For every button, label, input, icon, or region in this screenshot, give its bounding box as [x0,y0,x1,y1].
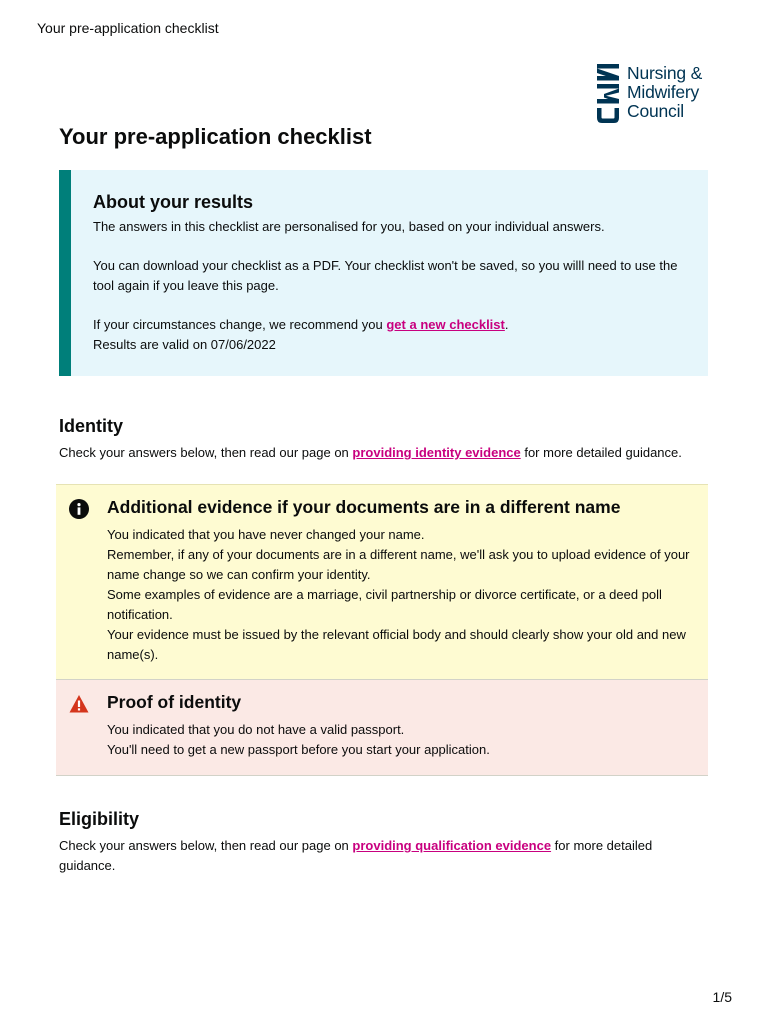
about-results-text-3-before: If your circumstances change, we recommend you [93,317,387,332]
about-results-text-3-after: . [504,317,509,332]
about-results-text-2: You can download your checklist as a PDF. Your checklist won't be saved, so you willl need to use the tool again if you leave this page. [93,258,678,293]
get-new-checklist-link[interactable]: get a new checklist [386,317,505,332]
qualification-evidence-link[interactable]: providing qualification evidence [352,838,552,853]
warning-icon [69,694,89,714]
info-icon [69,499,89,519]
proof-of-identity-line-2: You'll need to get a new passport before you start your application. [107,742,490,757]
different-name-notice [56,484,708,680]
identity-intro [59,443,719,463]
different-name-line-3: Some examples of evidence are a marriage, civil partnership or divorce certificate, or a deed poll notification. [107,587,662,622]
proof-of-identity-line-1: You indicated that you do not have a valid passport. [107,722,405,737]
about-results-panel [59,170,708,376]
page-number: 1/5 [712,989,732,1005]
identity-heading: Identity [59,416,124,436]
identity-intro-after: for more detailed guidance. [520,445,682,460]
different-name-line-2: Remember, if any of your documents are in a different name, we'll ask you to upload evidence of your name change so we can confirm your identity. [107,547,690,582]
different-name-heading: Additional evidence if your documents are in a different name [107,497,621,517]
eligibility-intro [59,836,699,876]
identity-evidence-link[interactable]: providing identity evidence [352,445,521,460]
identity-intro-before: Check your answers below, then read our page on [59,445,353,460]
running-header: Your pre-application checklist [37,20,219,36]
about-results-heading: About your results [93,192,254,212]
different-name-line-1: You indicated that you have never changed your name. [107,527,425,542]
proof-of-identity-heading: Proof of identity [107,692,242,712]
eligibility-intro-before: Check your answers below, then read our page on [59,838,353,853]
nmc-logo-text [627,64,702,121]
about-results-text-3 [93,315,686,335]
logo-line-2: Midwifery [627,82,700,102]
logo-line-3: Council [627,101,684,121]
nmc-logo-mark [596,64,620,124]
about-results-text-1: The answers in this checklist are personalised for you, based on your individual answers. [93,219,605,234]
nmc-logo [596,64,726,124]
logo-line-1: Nursing & [627,63,703,83]
proof-of-identity-notice [56,680,708,776]
eligibility-heading: Eligibility [59,809,140,829]
results-valid-date: Results are valid on 07/06/2022 [93,337,276,352]
eligibility-intro-after: for more detailed guidance. [59,838,653,873]
page-title: Your pre-application checklist [59,124,372,149]
different-name-line-4: Your evidence must be issued by the relevant official body and should clearly show your old and new name(s). [107,627,686,662]
